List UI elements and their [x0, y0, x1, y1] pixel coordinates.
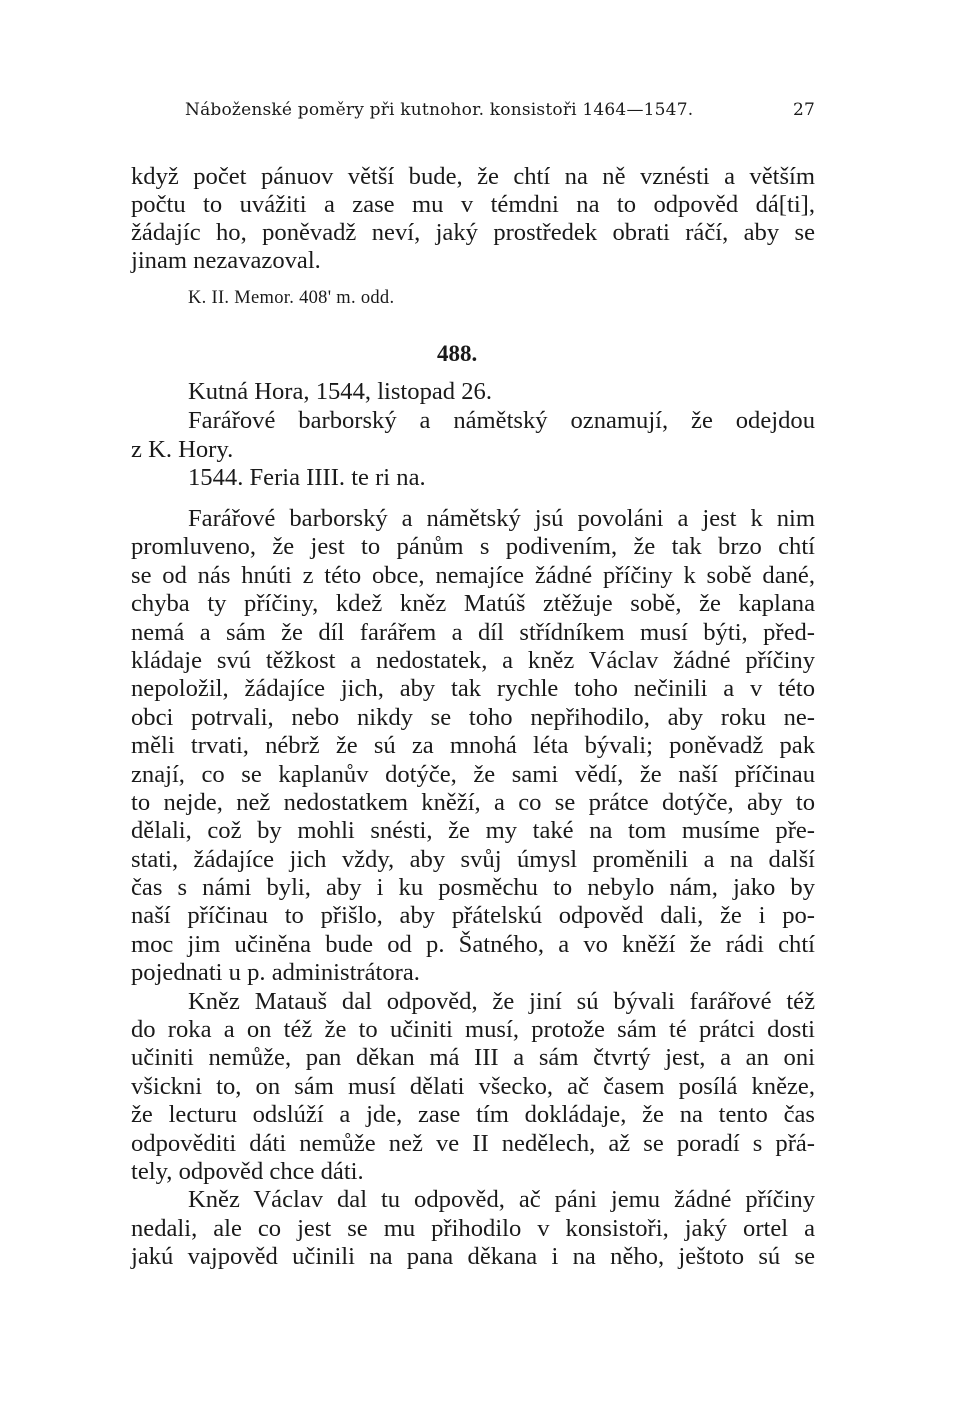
running-title: Náboženské poměry při kutnohor. konsistoři 1464—1547.	[185, 100, 694, 120]
text-line: dělali, což by mohli snésti, že my také na tom musíme pře-	[131, 817, 815, 845]
text-line: učiniti nemůže, pan děkan má III a sám čtvrtý jest, a an oni	[131, 1044, 815, 1072]
text-line: žádajíc ho, poněvadž neví, jaký prostředek obrati ráčí, aby se	[131, 219, 815, 247]
text-line: měli trvati, nébrž že sú za mnohá léta bývali; poněvadž pak	[131, 732, 815, 760]
document-heading	[131, 378, 815, 493]
text-line: počtu to uvážiti a zase mu v témdni na to odpověd dá[ti],	[131, 191, 815, 219]
text-line: do roka a on též že to učiniti musí, protože sám té prátci dosti	[131, 1016, 815, 1044]
document-body	[131, 505, 815, 1272]
text-line: naší příčinau to přišlo, aby přátelskú odpověd dali, že i po-	[131, 902, 815, 930]
text-line: nepoložil, žádajíce jich, aby tak rychle toho nečinili a v této	[131, 675, 815, 703]
text-line: Farářové barborský a námětský jsú povoláni a jest k nim	[188, 505, 815, 532]
text-line: čas s námi byli, aby i ku posměchu to nebylo nám, jako by	[131, 874, 815, 902]
continued-paragraph	[131, 163, 815, 275]
summary-line: Farářové barborský a námětský oznamují, že odejdou	[188, 406, 815, 434]
text-line: nemá a sám že díl farářem a díl střídníkem musí býti, před-	[131, 618, 815, 646]
place-date: Kutná Hora, 1544, listopad 26.	[188, 378, 492, 405]
document-number: 488.	[437, 341, 478, 366]
text-line: se od nás hnúti z této obce, nemajíce žádné příčiny k sobě dané,	[131, 561, 815, 589]
text-line: znají, co se kaplanův dotýče, že sami vědí, že naší příčinau	[131, 760, 815, 788]
text-line: že lecturu odslúží a jde, zase tím dokládaje, že na tento čas	[131, 1101, 815, 1129]
text-line: chyba ty příčiny, kdež kněz Matúš ztěžuje sobě, že kaplana	[131, 590, 815, 618]
text-line: jakú vajpověd učinili na pana děkana i na něho, ještoto sú se	[131, 1243, 815, 1271]
text-line: Kněz Matauš dal odpověd, že jiní sú bývali farářové též	[188, 987, 815, 1015]
text-line: moc jim učiněna bude od p. Šatného, a vo kněží že rádi chtí	[131, 930, 815, 958]
summary-line: z K. Hory.	[131, 435, 234, 463]
text-line: tely, odpověd chce dáti.	[131, 1157, 364, 1185]
text-line: obci potrvali, nebo nikdy se toho nepřihodilo, aby roku ne-	[131, 703, 815, 731]
running-header	[185, 100, 815, 120]
text-line: odpověditi dáti nemůže než ve II nedělech, až se poradí s přá-	[131, 1129, 815, 1157]
text-line: pojednati u p. administrátora.	[131, 959, 420, 987]
text-line: stati, žádajíce jich vždy, aby svůj úmysl proměnili a na další	[131, 845, 815, 873]
text-line: kládaje svú těžkost a nedostatek, a kněz Václav žádné příčiny	[131, 646, 815, 674]
source-citation: K. II. Memor. 408' m. odd.	[188, 288, 395, 308]
text-line: jinam nezavazoval.	[131, 247, 321, 275]
page-number: 27	[792, 100, 815, 120]
text-line: Kněz Václav dal tu odpověd, ač páni jemu žádné příčiny	[188, 1186, 815, 1214]
date-line: 1544. Feria IIII. te ri na.	[188, 464, 426, 492]
text-line: promluveno, že jest to pánům s podivením, že tak brzo chtí	[131, 533, 815, 561]
text-line: to nejde, než nedostatkem kněží, a co se prátce dotýče, aby to	[131, 788, 815, 816]
text-line: všickni to, on sám musí dělati všecko, ač časem posílá kněze,	[131, 1072, 815, 1100]
text-line: nedali, ale co jest se mu přihodilo v konsistoři, jaký ortel a	[131, 1214, 815, 1242]
text-line: když počet pánuov větší bude, že chtí na ně vznésti a větším	[131, 163, 815, 190]
